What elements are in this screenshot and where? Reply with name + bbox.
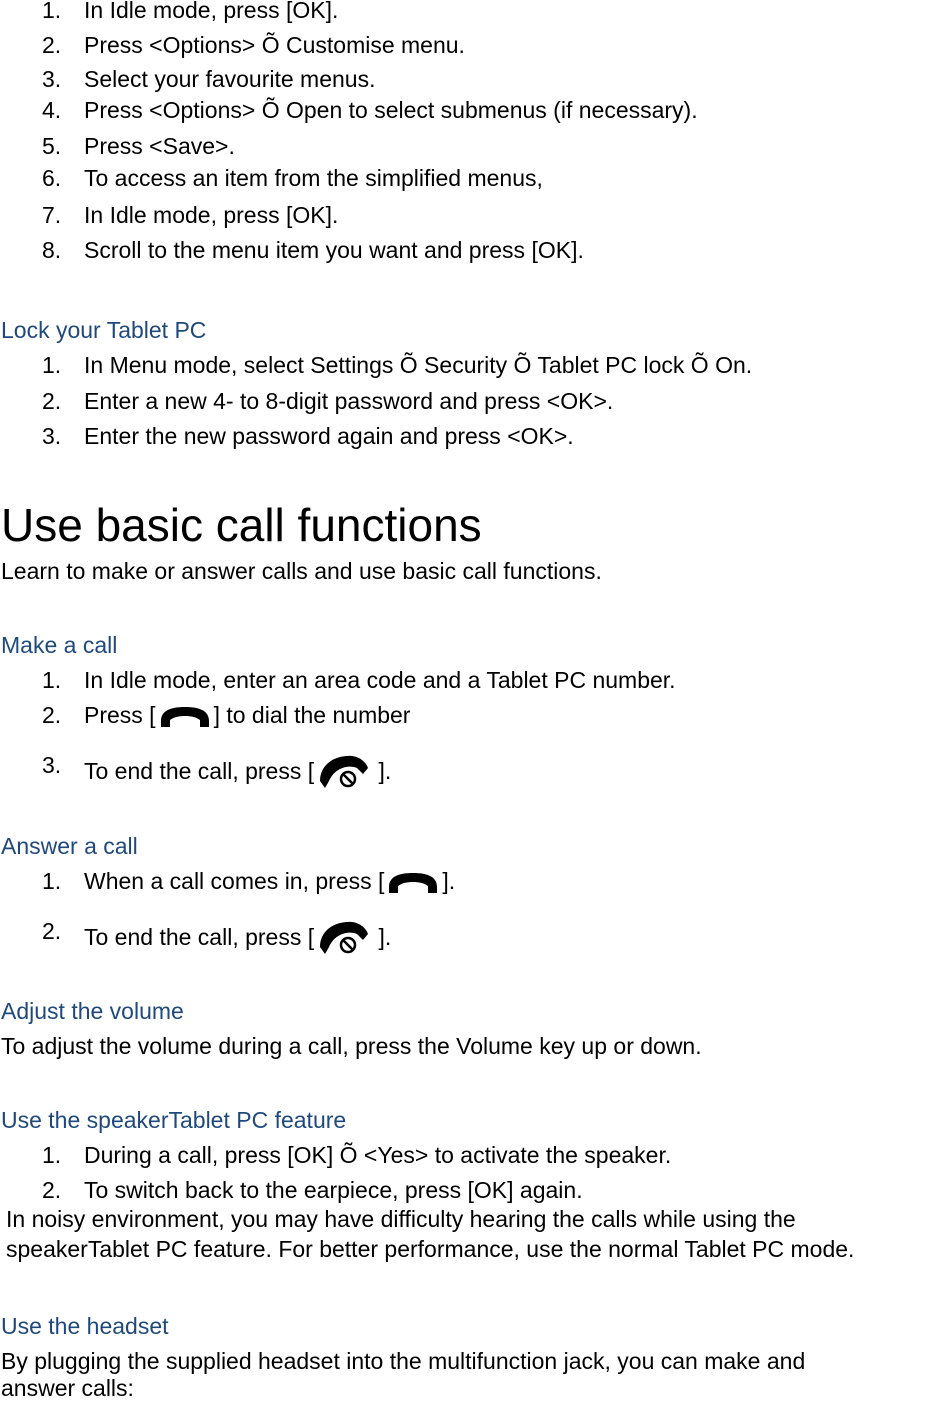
section-heading-volume: Adjust the volume [1,998,184,1024]
note-text: In noisy environment, you may have difficulty hearing the calls while using the [6,1206,796,1232]
section-heading-answer-call: Answer a call [1,833,138,859]
section-heading-headset: Use the headset [1,1313,169,1339]
end-key-icon [314,751,372,795]
end-key-icon [314,917,372,961]
note-text: speakerTablet PC feature. For better performance, use the normal Tablet PC mode. [6,1236,855,1262]
volume-paragraph: To adjust the volume during a call, press the Volume key up or down. [1,1033,702,1059]
intro-paragraph: Learn to make or answer calls and use basic call functions. [1,558,602,584]
section-heading-make-call: Make a call [1,632,118,658]
dial-key-icon [156,702,214,732]
section-heading-lock: Lock your Tablet PC [1,317,207,343]
dial-key-icon [384,868,442,898]
headset-paragraph: answer calls: [1,1375,134,1401]
headset-paragraph: By plugging the supplied headset into the multifunction jack, you can make and [1,1348,806,1374]
page-title: Use basic call functions [1,499,482,551]
section-heading-speaker: Use the speakerTablet PC feature [1,1107,347,1133]
